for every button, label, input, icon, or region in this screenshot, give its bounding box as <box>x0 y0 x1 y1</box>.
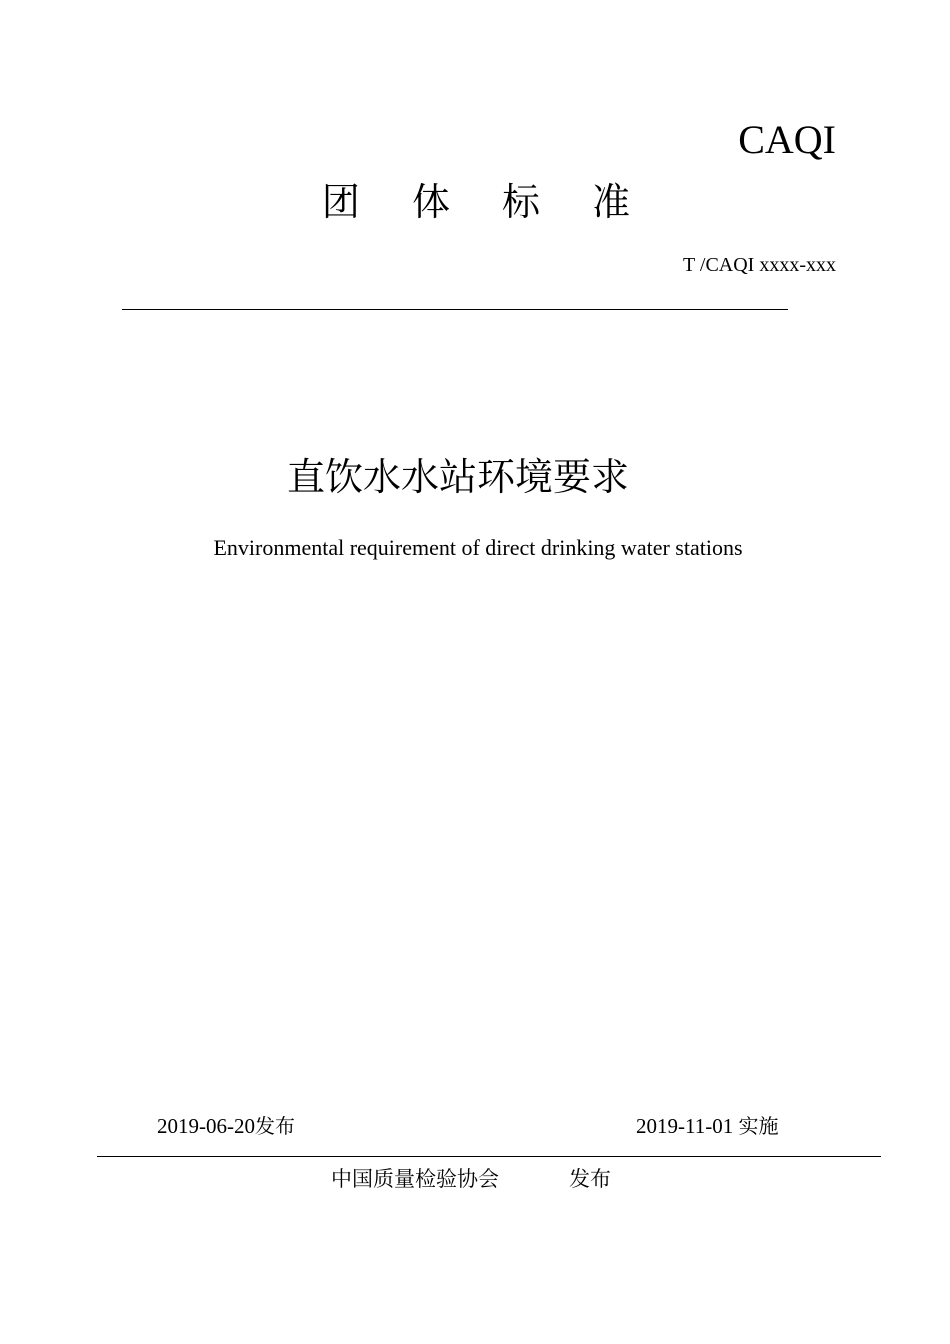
publish-date-line <box>157 1112 295 1140</box>
publish-label: 发布 <box>255 1114 295 1138</box>
title-english: Environmental requirement of direct drinking water stations <box>213 535 743 560</box>
implement-label: 实施 <box>738 1114 779 1138</box>
top-divider <box>122 309 788 310</box>
publish-date: 2019-06-20 <box>157 1114 255 1138</box>
title-chinese: 直饮水水站环境要求 <box>286 455 629 499</box>
standard-number: T /CAQI xxxx-xxx <box>683 254 836 276</box>
implement-date-line <box>636 1112 778 1140</box>
org-code: CAQI <box>738 117 836 162</box>
implement-date: 2019-11-01 <box>636 1114 734 1138</box>
standard-type-heading: 团 体 标 准 <box>321 180 651 224</box>
issuer-name: 中国质量检验协会 <box>331 1167 499 1191</box>
bottom-divider <box>97 1156 881 1157</box>
issuer-label: 发布 <box>569 1167 611 1191</box>
